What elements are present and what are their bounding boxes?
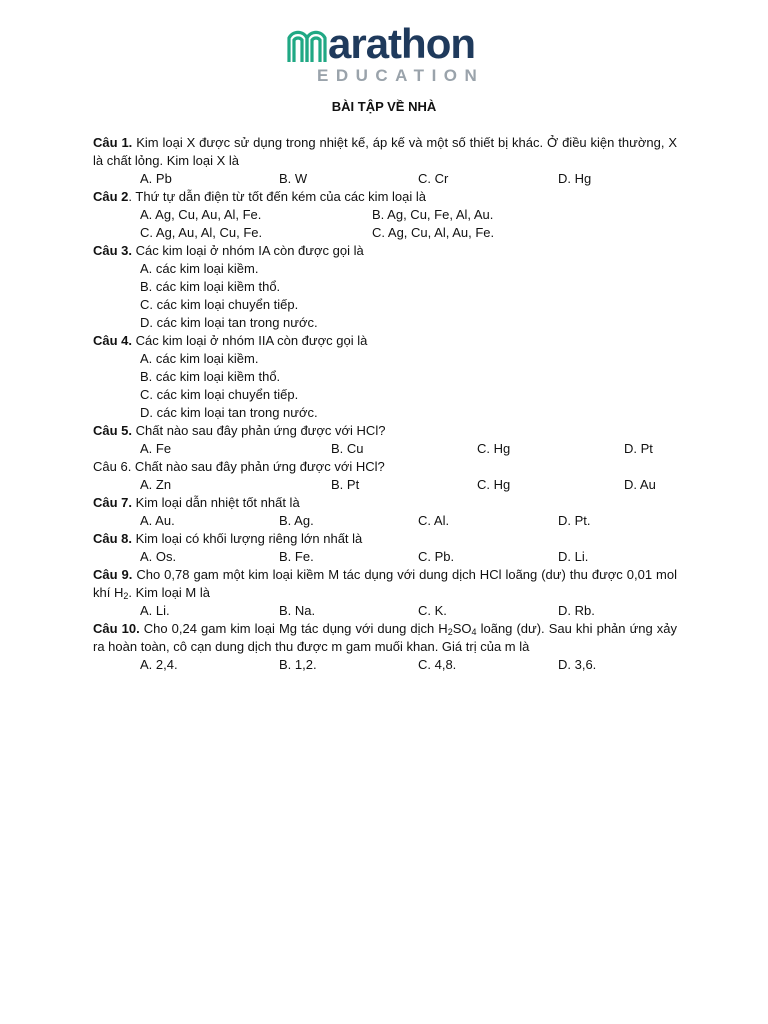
logo-word-text: arathon xyxy=(328,20,476,67)
logo-subtitle: EDUCATION xyxy=(317,66,485,85)
answer-option: B. 1,2. xyxy=(279,657,317,672)
answer-option: D. Li. xyxy=(558,549,589,564)
answer-option: A. Li. xyxy=(140,603,170,618)
question-text: loãng (dư). Sau khi phản ứng xảy ra hoàn toàn, cô cạn dung dịch thu được m gam muối khan. Giá trị của m là xyxy=(93,621,678,654)
answer-row xyxy=(93,476,677,494)
answer-row xyxy=(93,224,677,242)
answer-row xyxy=(93,170,677,188)
answer-option: C. Cr xyxy=(418,171,449,186)
logo-wordmark xyxy=(287,20,475,68)
question-8 xyxy=(93,530,677,566)
answer-option: A. Au. xyxy=(140,513,175,528)
answer-option: B. các kim loại kiềm thổ. xyxy=(140,369,281,384)
answer-option: D. 3,6. xyxy=(558,657,597,672)
question-7 xyxy=(93,494,677,530)
answer-option: D. các kim loại tan trong nước. xyxy=(140,315,318,330)
logo-m-icon xyxy=(287,26,327,62)
answer-option: C. Ag, Au, Al, Cu, Fe. xyxy=(140,225,263,240)
answer-option: C. Pb. xyxy=(418,549,455,564)
question-9 xyxy=(93,566,677,620)
answer-option: C. 4,8. xyxy=(418,657,457,672)
answer-option: C. Ag, Cu, Al, Au, Fe. xyxy=(372,225,495,240)
question-label: Câu 3. xyxy=(93,243,133,258)
subscript: 2 xyxy=(447,627,453,637)
answer-option: B. Pt xyxy=(331,477,360,492)
question-text: Chất nào sau đây phản ứng được với HCl? xyxy=(131,459,385,474)
question-text: Các kim loại ở nhóm IA còn được gọi là xyxy=(132,243,364,258)
subscript: 4 xyxy=(471,627,477,637)
question-1 xyxy=(93,134,677,188)
question-label: Câu 10. xyxy=(93,621,140,636)
answer-option: B. Na. xyxy=(279,603,316,618)
question-text: Cho 0,78 gam một kim loại kiềm M tác dụng với dung dịch HCl loãng (dư) thu được 0,01 mol khí H xyxy=(93,567,677,600)
question-text: Cho 0,24 gam kim loại Mg tác dụng với dung dịch H xyxy=(139,621,448,636)
question-text: Các kim loại ở nhóm IIA còn được gọi là xyxy=(132,333,368,348)
answer-option: B. Ag. xyxy=(279,513,314,528)
answer-option: C. các kim loại chuyển tiếp. xyxy=(140,297,299,312)
question-label: Câu 5. xyxy=(93,423,133,438)
question-text: SO xyxy=(452,621,472,636)
answer-option: D. Au xyxy=(624,477,656,492)
answer-option: A. các kim loại kiềm. xyxy=(140,351,259,366)
answer-option: A. Pb xyxy=(140,171,172,186)
question-text: Chất nào sau đây phản ứng được với HCl? xyxy=(132,423,386,438)
answer-option: B. Cu xyxy=(331,441,364,456)
answer-option: C. các kim loại chuyển tiếp. xyxy=(140,387,299,402)
question-text: Kim loại X được sử dụng trong nhiệt kế, áp kế và một số thiết bị khác. Ở điều kiện thường, X là chất lỏng. Kim loại X là xyxy=(93,135,677,168)
answer-option: A. Ag, Cu, Au, Al, Fe. xyxy=(140,207,262,222)
answer-option: A. Fe xyxy=(140,441,172,456)
answer-row xyxy=(93,548,677,566)
answer-row xyxy=(93,206,677,224)
question-6 xyxy=(93,458,677,494)
question-text: Kim loại có khối lượng riêng lớn nhất là xyxy=(132,531,363,546)
question-list xyxy=(93,134,677,674)
answer-option: B. Fe. xyxy=(279,549,314,564)
question-label: Câu 2 xyxy=(93,189,129,204)
question-2 xyxy=(93,188,677,242)
question-label: Câu 9. xyxy=(93,567,133,582)
subscript: 2 xyxy=(123,591,129,601)
answer-row xyxy=(93,512,677,530)
question-label: Câu 8. xyxy=(93,531,133,546)
answer-option: B. Ag, Cu, Fe, Al, Au. xyxy=(372,207,494,222)
question-label: Câu 7. xyxy=(93,495,133,510)
question-label: Câu 1. xyxy=(93,135,133,150)
question-label: Câu 6. xyxy=(93,459,132,474)
answer-option: A. Zn xyxy=(140,477,172,492)
question-3 xyxy=(93,242,677,332)
answer-option: C. Hg xyxy=(477,441,511,456)
answer-row xyxy=(93,602,677,620)
answer-option: D. Hg xyxy=(558,171,592,186)
question-text: . Thứ tự dẫn điện từ tốt đến kém của các kim loại là xyxy=(128,189,426,204)
answer-option: C. Hg xyxy=(477,477,511,492)
answer-option: A. 2,4. xyxy=(140,657,178,672)
answer-option: C. K. xyxy=(418,603,447,618)
marathon-education-logo xyxy=(287,20,527,88)
question-10 xyxy=(93,620,677,674)
answer-row xyxy=(93,440,677,458)
answer-option: D. Rb. xyxy=(558,603,595,618)
answer-row xyxy=(93,656,677,674)
question-text: Kim loại dẫn nhiệt tốt nhất là xyxy=(132,495,300,510)
answer-option: A. các kim loại kiềm. xyxy=(140,261,259,276)
answer-option: D. Pt xyxy=(624,441,653,456)
answer-option: D. Pt. xyxy=(558,513,591,528)
page-title: BÀI TẬP VỀ NHÀ xyxy=(331,99,437,114)
answer-option: D. các kim loại tan trong nước. xyxy=(140,405,318,420)
question-label: Câu 4. xyxy=(93,333,133,348)
question-4 xyxy=(93,332,677,422)
answer-option: B. W xyxy=(279,171,308,186)
answer-option: B. các kim loại kiềm thổ. xyxy=(140,279,281,294)
question-5 xyxy=(93,422,677,458)
answer-option: A. Os. xyxy=(140,549,177,564)
answer-option: C. Al. xyxy=(418,513,450,528)
question-text: . Kim loại M là xyxy=(128,585,210,600)
